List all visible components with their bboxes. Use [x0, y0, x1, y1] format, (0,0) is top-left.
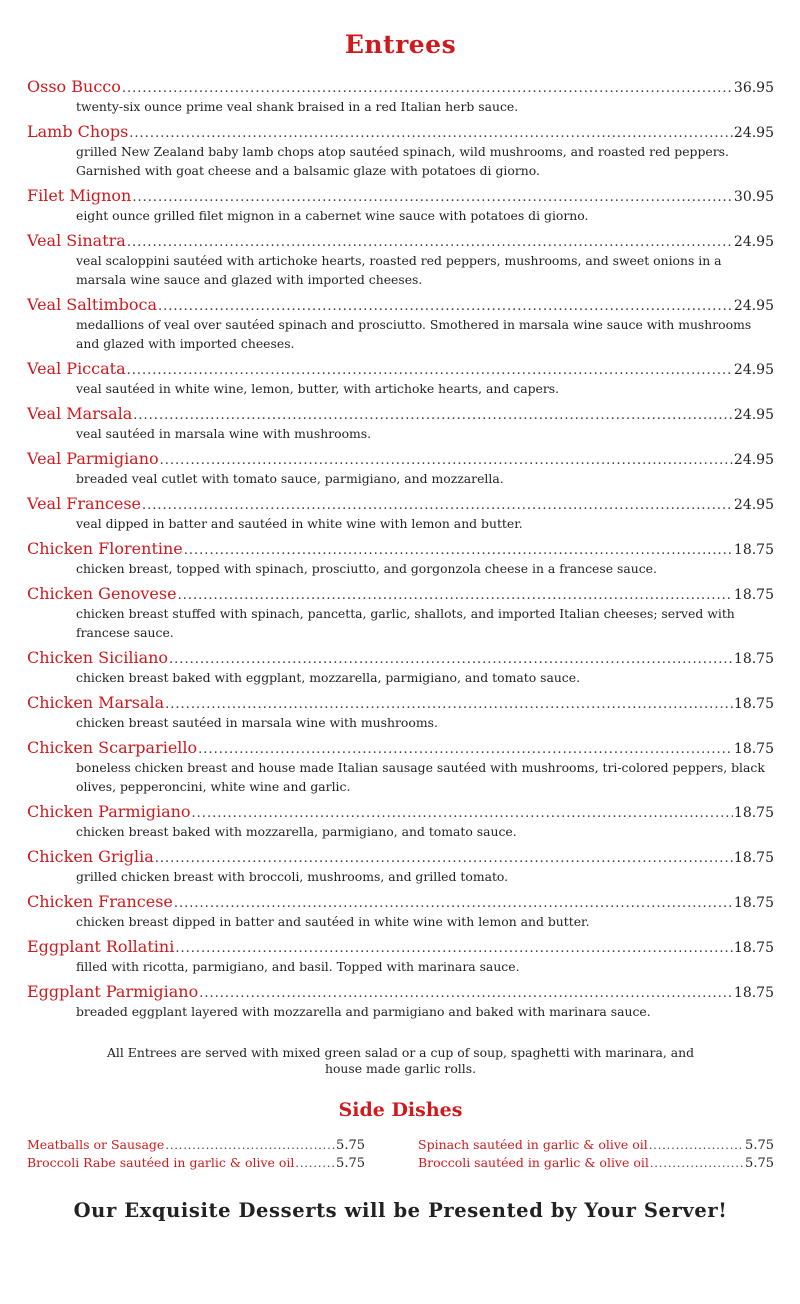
dot-leader	[165, 697, 733, 712]
menu-item-price: 18.75	[733, 741, 774, 757]
menu-item	[27, 77, 774, 116]
menu-item-price: 24.95	[733, 452, 774, 468]
side-column-left	[27, 1137, 365, 1173]
menu-item-name: Chicken Marsala	[27, 693, 165, 712]
dot-leader	[129, 126, 733, 141]
side-dish-price: 5.75	[745, 1138, 774, 1153]
dot-leader	[649, 1139, 744, 1152]
menu-item-description: veal sautéed in marsala wine with mushrooms.	[76, 426, 372, 441]
menu-item	[27, 738, 774, 796]
dot-leader	[174, 896, 733, 911]
menu-item-description: medallions of veal over sautéed spinach and prosciutto. Smothered in marsala wine sauce with mushrooms and glazed with imported cheeses.	[76, 317, 752, 351]
menu-item-description: veal sautéed in white wine, lemon, butter, with artichoke hearts, and capers.	[76, 381, 560, 396]
menu-item-description: chicken breast, topped with spinach, prosciutto, and gorgonzola cheese in a francese sauce.	[76, 561, 657, 576]
menu-item-price: 18.75	[733, 651, 774, 667]
dot-leader	[184, 543, 733, 558]
menu-item-name: Chicken Parmigiano	[27, 802, 191, 821]
menu-item-name: Eggplant Rollatini	[27, 937, 175, 956]
page-title: Entrees	[344, 30, 457, 59]
menu-item-name: Filet Mignon	[27, 186, 132, 205]
menu-item	[27, 404, 774, 443]
menu-item-name: Veal Marsala	[27, 404, 133, 423]
dot-leader	[165, 1139, 335, 1152]
menu-item-price: 24.95	[733, 407, 774, 423]
menu-item-description: chicken breast baked with mozzarella, parmigiano, and tomato sauce.	[76, 824, 517, 839]
dot-leader	[122, 81, 733, 96]
menu-item-price: 24.95	[733, 298, 774, 314]
menu-item	[27, 584, 774, 642]
menu-item-price: 18.75	[733, 850, 774, 866]
menu-item-price: 24.95	[733, 497, 774, 513]
menu-item-name: Eggplant Parmigiano	[27, 982, 199, 1001]
menu-item-price: 36.95	[733, 80, 774, 96]
dot-leader	[160, 453, 733, 468]
menu-item-name: Osso Bucco	[27, 77, 121, 96]
side-dish-name: Broccoli sautéed in garlic & olive oil	[418, 1155, 649, 1170]
dot-leader	[133, 408, 733, 423]
side-dish-item	[418, 1155, 774, 1173]
menu-item-description: grilled New Zealand baby lamb chops atop sautéed spinach, wild mushrooms, and roasted red peppers. Garnished with goat cheese and a balsamic glaze with potatoes di giorno.	[76, 144, 729, 178]
dot-leader	[199, 986, 733, 1001]
side-dish-item	[27, 1155, 365, 1173]
menu-item-price: 30.95	[733, 189, 774, 205]
menu-item-description: filled with ricotta, parmigiano, and basil. Topped with marinara sauce.	[76, 959, 520, 974]
menu-item-description: chicken breast dipped in batter and sautéed in white wine with lemon and butter.	[76, 914, 590, 929]
menu-item-name: Chicken Francese	[27, 892, 173, 911]
menu-item	[27, 186, 774, 225]
menu-item-name: Veal Sinatra	[27, 231, 126, 250]
side-dish-name: Spinach sautéed in garlic & olive oil	[418, 1137, 648, 1152]
menu-item	[27, 122, 774, 180]
side-dish-item	[27, 1137, 365, 1155]
menu-item	[27, 539, 774, 578]
menu-item-description: breaded eggplant layered with mozzarella and parmigiano and baked with marinara sauce.	[76, 1004, 651, 1019]
menu-item-price: 24.95	[733, 234, 774, 250]
menu-item	[27, 802, 774, 841]
menu-item-description: veal dipped in batter and sautéed in white wine with lemon and butter.	[76, 516, 523, 531]
menu-item-description: boneless chicken breast and house made Italian sausage sautéed with mushrooms, tri-colored peppers, black olives, pepperoncini, white wine and garlic.	[76, 760, 765, 794]
menu-item-description: eight ounce grilled filet mignon in a cabernet wine sauce with potatoes di giorno.	[76, 208, 589, 223]
menu-item-price: 24.95	[733, 125, 774, 141]
menu-item-price: 18.75	[733, 985, 774, 1001]
menu-item	[27, 295, 774, 353]
menu-item-name: Chicken Griglia	[27, 847, 154, 866]
dot-leader	[175, 941, 733, 956]
menu-item	[27, 892, 774, 931]
menu-item-header	[27, 295, 774, 315]
menu-item-price: 18.75	[733, 895, 774, 911]
dessert-footer: Our Exquisite Desserts will be Presented by Your Server!	[73, 1199, 728, 1222]
menu-item	[27, 847, 774, 886]
menu-item-header	[27, 584, 774, 604]
menu-item-name: Chicken Scarpariello	[27, 738, 198, 757]
menu-item-header	[27, 494, 774, 514]
menu-item-description: chicken breast baked with eggplant, mozzarella, parmigiano, and tomato sauce.	[76, 670, 581, 685]
menu-item-header	[27, 847, 774, 867]
menu-item-header	[27, 122, 774, 142]
dot-leader	[178, 588, 733, 603]
menu-item	[27, 937, 774, 976]
dot-leader	[158, 299, 733, 314]
menu-item-name: Veal Piccata	[27, 359, 126, 378]
menu-item-description: chicken breast sautéed in marsala wine with mushrooms.	[76, 715, 438, 730]
side-dish-price: 5.75	[745, 1156, 774, 1171]
menu-item-description: chicken breast stuffed with spinach, pancetta, garlic, shallots, and imported Italian cheeses; served with francese sauce.	[76, 606, 735, 640]
menu-item-header	[27, 982, 774, 1002]
menu-item-header	[27, 802, 774, 822]
menu-item-name: Chicken Florentine	[27, 539, 183, 558]
side-dish-name: Broccoli Rabe sautéed in garlic & olive oil	[27, 1155, 295, 1170]
side-dish-price: 5.75	[336, 1156, 365, 1171]
menu-item-price: 18.75	[733, 940, 774, 956]
menu-item-description: breaded veal cutlet with tomato sauce, parmigiano, and mozzarella.	[76, 471, 504, 486]
menu-item	[27, 449, 774, 488]
menu-item-header	[27, 738, 774, 758]
menu-item-name: Chicken Genovese	[27, 584, 177, 603]
side-dish-name: Meatballs or Sausage	[27, 1137, 165, 1152]
entree-list	[27, 77, 774, 1021]
dot-leader	[127, 363, 733, 378]
menu-item-name: Veal Saltimboca	[27, 295, 158, 314]
menu-item	[27, 648, 774, 687]
entree-note: All Entrees are served with mixed green salad or a cup of soup, spaghetti with marinara, and house made garlic rolls.	[106, 1045, 695, 1076]
dot-leader	[142, 498, 733, 513]
menu-item-description: veal scaloppini sautéed with artichoke hearts, roasted red peppers, mushrooms, and sweet onions in a marsala wine sauce and glazed with imported cheeses.	[76, 253, 722, 287]
side-dish-price: 5.75	[336, 1138, 365, 1153]
side-column-right	[418, 1137, 774, 1173]
menu-item-header	[27, 648, 774, 668]
menu-item	[27, 693, 774, 732]
menu-item	[27, 982, 774, 1021]
menu-item-header	[27, 186, 774, 206]
menu-item-header	[27, 693, 774, 713]
menu-item-header	[27, 359, 774, 379]
menu-item-price: 24.95	[733, 362, 774, 378]
menu-item-header	[27, 937, 774, 957]
dot-leader	[198, 742, 733, 757]
dot-leader	[295, 1157, 335, 1170]
menu-item-price: 18.75	[733, 542, 774, 558]
dot-leader	[132, 190, 733, 205]
dot-leader	[650, 1157, 744, 1170]
side-dishes	[27, 1137, 774, 1173]
menu-item-header	[27, 892, 774, 912]
side-dishes-title: Side Dishes	[338, 1099, 463, 1121]
menu-item-header	[27, 77, 774, 97]
menu-item-header	[27, 404, 774, 424]
dot-leader	[169, 652, 733, 667]
menu-item-header	[27, 539, 774, 559]
side-dish-item	[418, 1137, 774, 1155]
dot-leader	[155, 851, 733, 866]
dot-leader	[192, 806, 733, 821]
menu-item	[27, 359, 774, 398]
menu-item-header	[27, 449, 774, 469]
menu-item	[27, 494, 774, 533]
menu-item-name: Veal Francese	[27, 494, 141, 513]
menu-item-header	[27, 231, 774, 251]
menu-item-name: Lamb Chops	[27, 122, 129, 141]
menu-item-name: Chicken Siciliano	[27, 648, 169, 667]
menu-item-price: 18.75	[733, 696, 774, 712]
menu-item	[27, 231, 774, 289]
menu-item-price: 18.75	[733, 805, 774, 821]
menu-item-description: twenty-six ounce prime veal shank braised in a red Italian herb sauce.	[76, 99, 519, 114]
menu-item-name: Veal Parmigiano	[27, 449, 159, 468]
menu-item-description: grilled chicken breast with broccoli, mushrooms, and grilled tomato.	[76, 869, 509, 884]
dot-leader	[127, 235, 733, 250]
menu-item-price: 18.75	[733, 587, 774, 603]
